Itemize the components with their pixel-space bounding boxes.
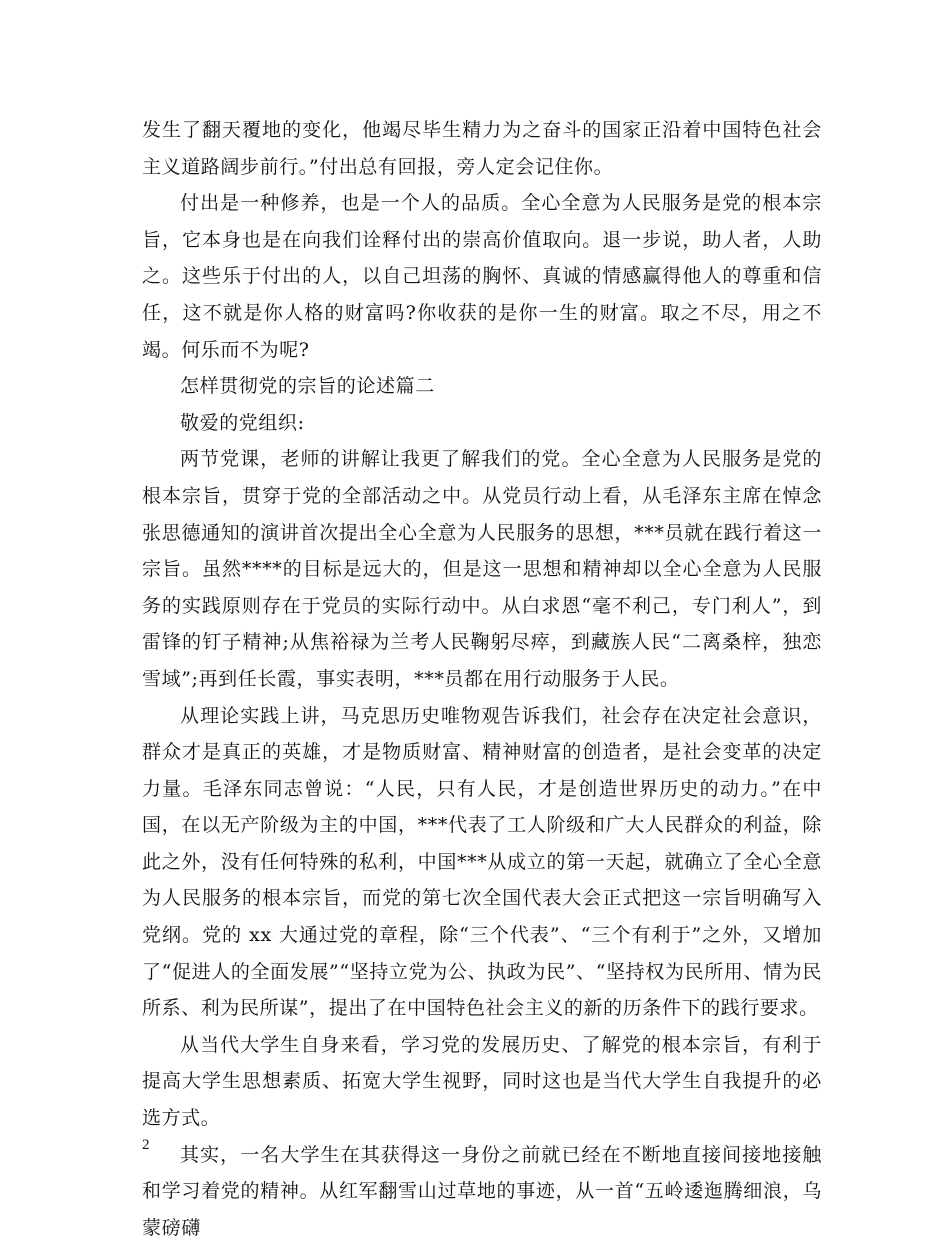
paragraph-4: 从理论实践上讲，马克思历史唯物观告诉我们，社会存在决定社会意识，群众才是真正的英雄，才是物质财富、精神财富的创造者，是社会变革的决定力量。毛泽东同志曾说：“人民，只有人民，才是创造世界历史的动力。”在中国，在以无产阶级为主的中国，***代表了工人阶级和广大人民群众的利益，除此之外，没有任何特殊的私利，中国***从成立的第一天起，就确立了全心全意为人民服务的根本宗旨，而党的第七次全国代表大会正式把这一宗旨明确写入党纲。党的 xx 大通过党的章程，除“三个代表”、“三个有利于”之外，又增加了“促进人的全面发展”“坚持立党为公、执政为民”、“坚持权为民所用、情为民所系、利为民所谋”，提出了在中国特色社会主义的新的历条件下的践行要求。 <box>142 704 822 1020</box>
page-number: 2 <box>142 1137 150 1153</box>
paragraph-1: 发生了翻天覆地的变化，他竭尽毕生精力为之奋斗的国家正沿着中国特色社会主义道路阔步前行。”付出总有回报，旁人定会记住你。 <box>142 119 822 178</box>
paragraph-6: 其实，一名大学生在其获得这一身份之前就已经在不断地直接间接地接触和学习着党的精神。从红军翻雪山过草地的事迹，从一首“五岭逶迤腾细浪，乌蒙磅礴 <box>142 1143 822 1239</box>
salutation: 敬爱的党组织: <box>180 411 305 434</box>
paragraph-3: 两节党课，老师的讲解让我更了解我们的党。全心全意为人民服务是党的根本宗旨，贯穿于党的全部活动之中。从党员行动上看，从毛泽东主席在悼念张思德通知的演讲首次提出全心全意为人民服务的思想，***员就在践行着这一宗旨。虽然****的目标是远大的，但是这一思想和精神却以全心全意为人民服务的实践原则存在于党员的实际行动中。从白求恩“毫不利己，专门利人”，到雷锋的钉子精神;从焦裕禄为兰考人民鞠躬尽瘁，到藏族人民“二离桑梓，独恋雪域”;再到任长霞，事实表明，***员都在用行动服务于人民。 <box>142 448 822 690</box>
paragraph-5: 从当代大学生自身来看，学习党的发展历史、了解党的根本宗旨，有利于提高大学生思想素质、拓宽大学生视野，同时这也是当代大学生自我提升的必选方式。 <box>142 1033 822 1130</box>
paragraph-2: 付出是一种修养，也是一个人的品质。全心全意为人民服务是党的根本宗旨，它本身也是在向我们诠释付出的崇高价值取向。退一步说，助人者，人助之。这些乐于付出的人，以自己坦荡的胸怀、真诚的情感赢得他人的尊重和信任，这不就是你人格的财富吗?你收获的是你一生的财富。取之不尽，用之不竭。何乐而不为呢? <box>142 192 822 361</box>
document-body <box>142 112 822 1246</box>
section-heading: 怎样贯彻党的宗旨的论述篇二 <box>180 375 435 398</box>
